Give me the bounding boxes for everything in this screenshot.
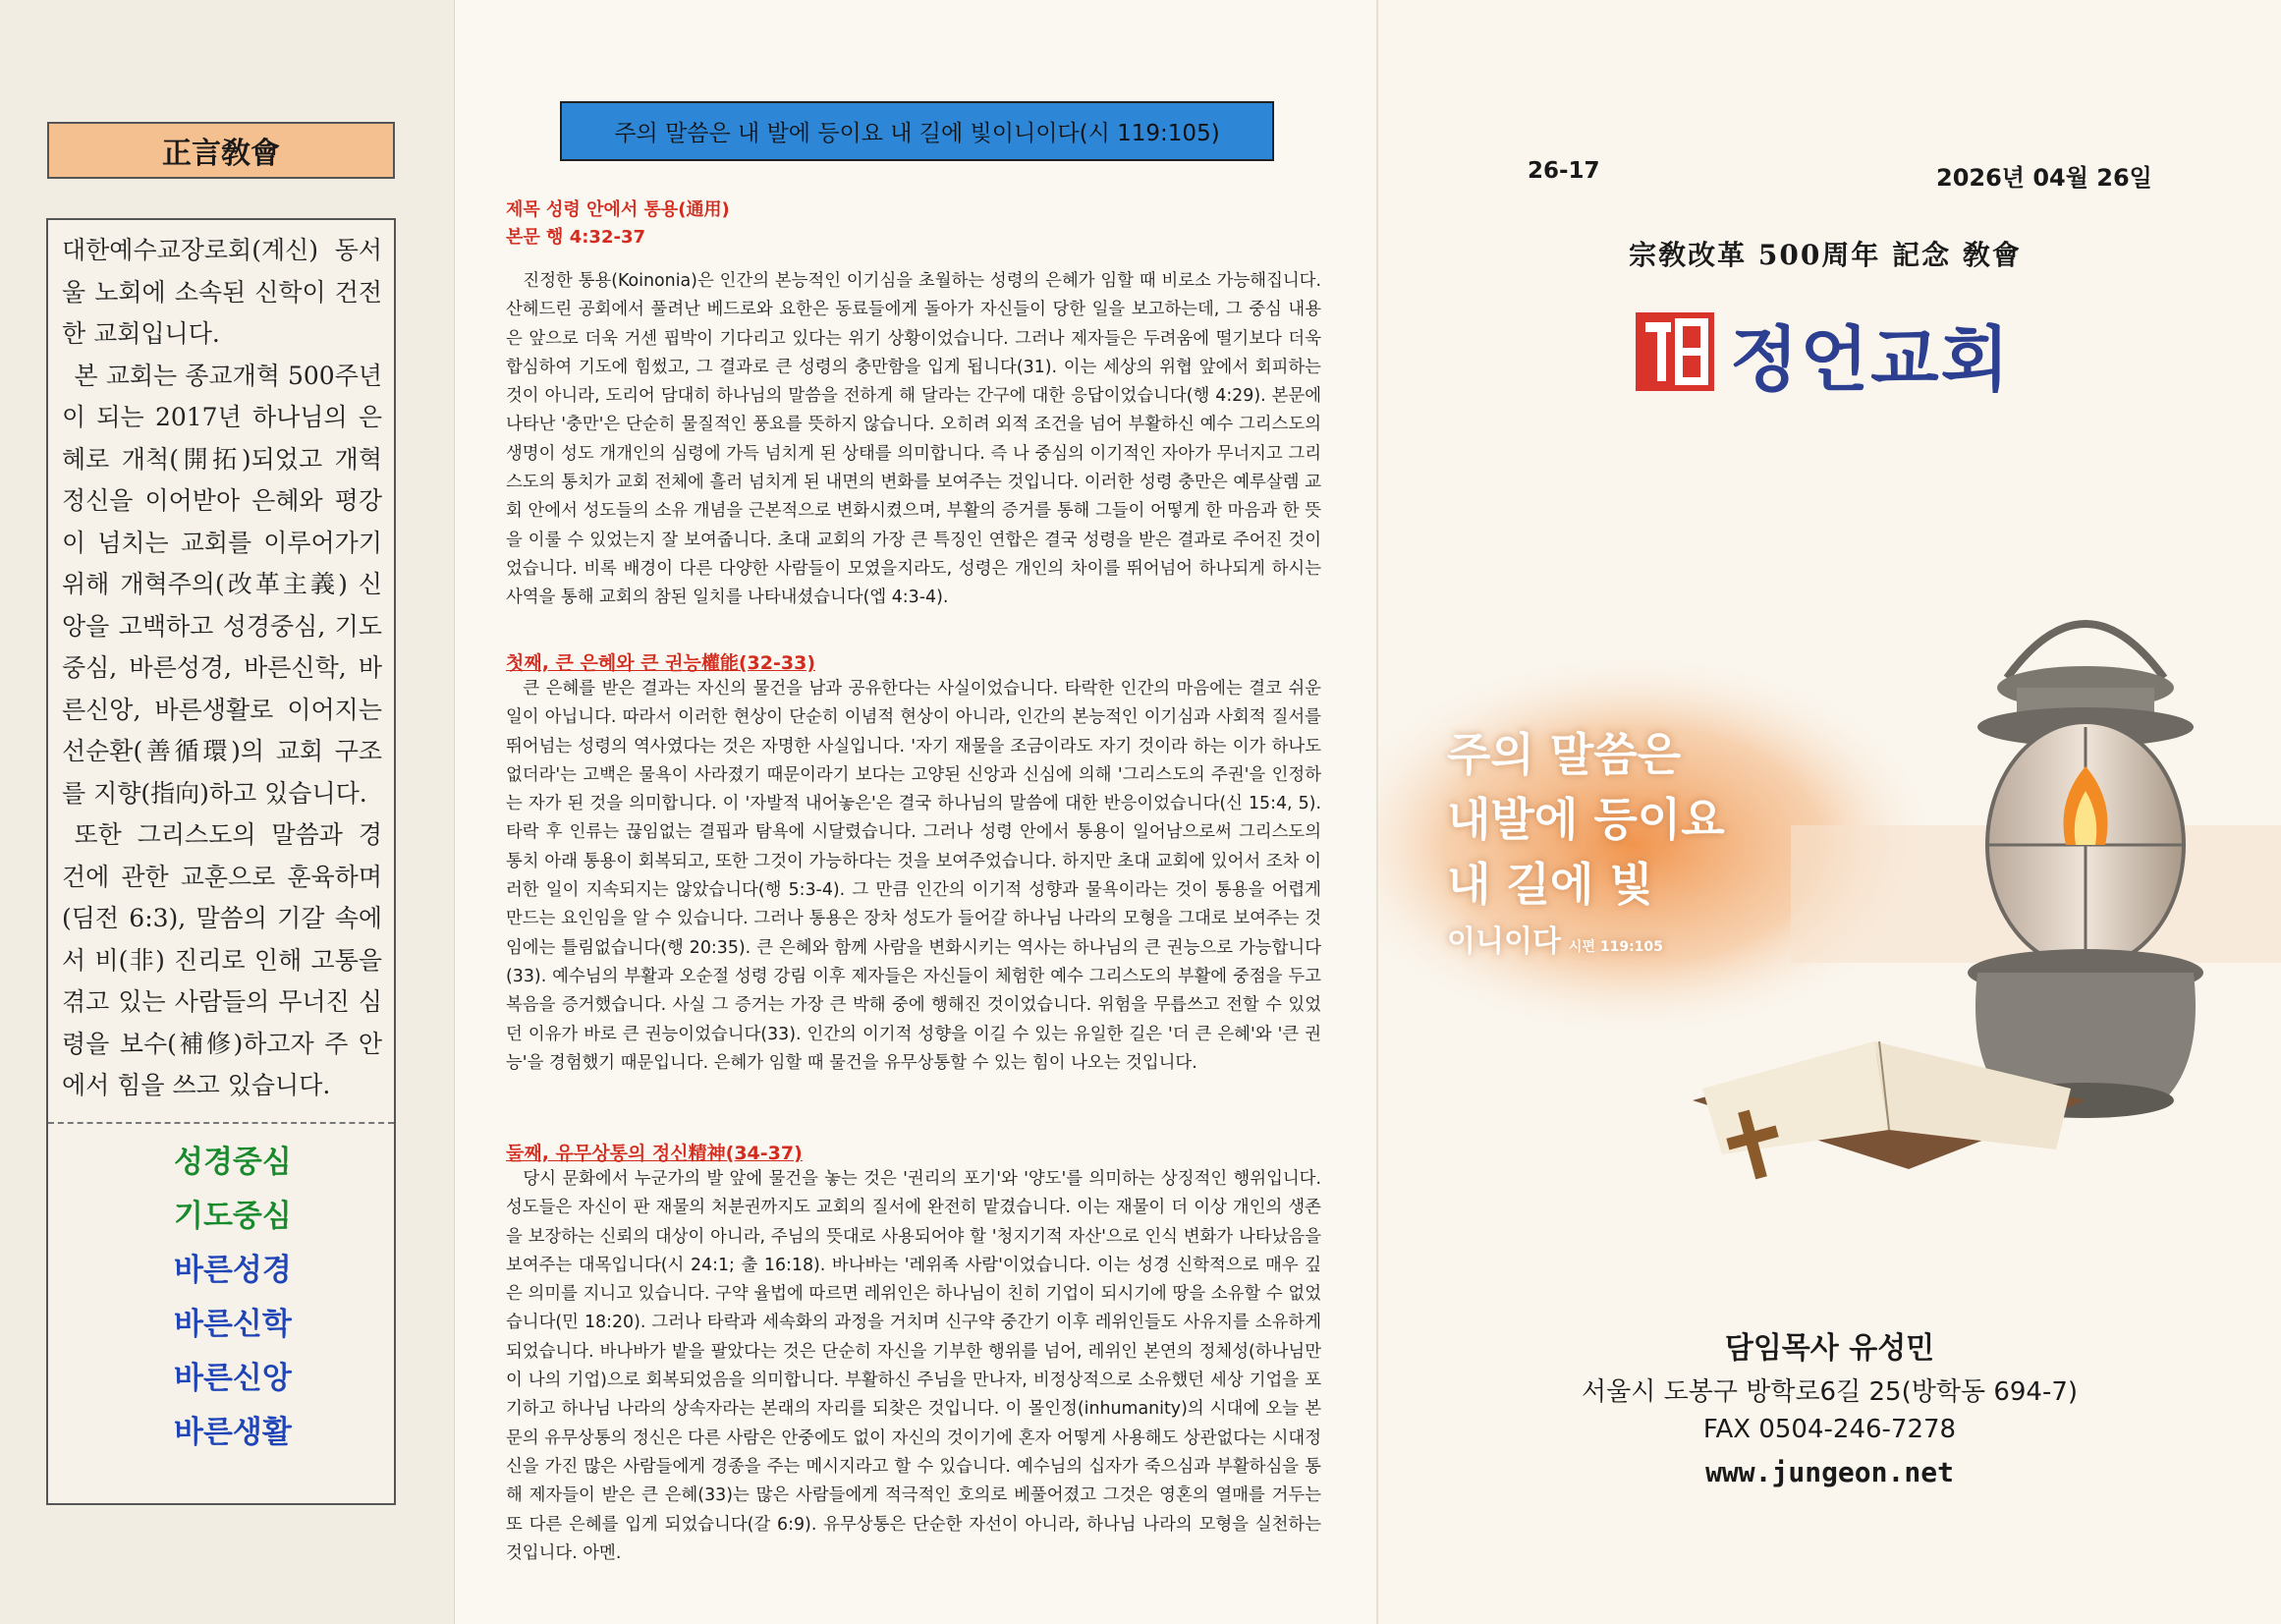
cover-panel: [1378, 0, 2281, 1624]
motto-list: [48, 1122, 394, 1460]
left-panel: [0, 0, 455, 1624]
intro-paragraph: 대한예수교장로회(계신) 동서울 노회에 소속된 신학이 건전한 교회입니다.: [62, 236, 382, 348]
section-body-2: 당시 문화에서 누군가의 발 앞에 물건을 놓는 것은 '권리의 포기'와 '양도'를 의미하는 상징적인 행위입니다. 성도들은 자신이 판 재물의 처분권까지도 교회의 질서에 완전히 맡겼습니다. 이는 재물이 더 이상 개인의 생존을 보장하는 신뢰의 대상이 아니라, 주님의 뜻대로 사용되어야 할 '청지기적 자산'으로 인식 변화가 나타났음을 보여주는 대목입니다(시 24:1; 출 16:18). 바나바는 '레위족 사람'이었습니다. 이는 성경 신학적으로 매우 깊은 의미를 지니고 있습니다. 구약 율법에 따르면 레위인은 하나님이 친히 기업이 되시기에 땅을 소유할 수 없었습니다(민 18:20). 그러나 타락과 세속화의 과정을 거치며 신구약 중간기 이후 레위인들도 사유지를 소유하게 되었습니다. 바나바가 밭을 팔았다는 것은 단순히 자신을 기부한 행위를 넘어, 레위인 본연의 정체성(하나님만이 나의 기업)으로 회복되었음을 의미합니다. 부활하신 주님을 만나자, 비정상적으로 소유했던 세상 기업을 포기하고 하나님 나라의 상속자라는 본래의 자리를 되찾은 것입니다. 이 몰인정(inhumanity)의 시대에 오늘 본문의 유무상통의 정신은 다른 사람은 안중에도 없이 자신의 것이기에 혼자 어떻게 사용해도 상관없다는 시대정신을 가진 많은 사람들에게 경종을 주는 메시지라고 할 수 있습니다. 예수님의 십자가 죽으심과 부활하심을 통해 제자들이 받은 큰 은혜(33)는 많은 사람들에게 적극적인 호의로 베풀어졌고 그것은 영혼의 열매를 거두는 또 다른 은혜를 입게 되었습니다(갈 6:9). 유무상통은 단순한 자선이 아니라, 하나님 나라의 모형을 실천하는 것입니다. 아멘.: [506, 1169, 1321, 1563]
website-link[interactable]: www.jungeon.net: [1705, 1456, 1954, 1488]
motto-item: 바른신앙: [174, 1361, 292, 1396]
verse-art-line: 주의 말씀은: [1447, 728, 1682, 781]
intro-paragraph: 본 교회는 종교개혁 500주년이 되는 2017년 하나님의 은혜로 개척(開拓)되었고 개혁정신을 이어받아 은혜와 평강이 넘치는 교회를 이루어가기 위해 개혁주의(改革主義) 신앙을 고백하고 성경중심, 기도중심, 바른성경, 바른신학, 바른신앙, 바른생활로 이어지는 선순환(善循環)의 교회 구조를 지향(指向)하고 있습니다.: [62, 361, 382, 808]
section-heading-1: 첫째, 큰 은혜와 큰 권능權能(32-33): [506, 652, 815, 674]
motto-item: 기도중심: [174, 1199, 292, 1234]
sermon-text-reference: 본문 행 4:32-37: [506, 227, 645, 248]
section-body-1: 큰 은혜를 받은 결과는 자신의 물건을 남과 공유한다는 사실이었습니다. 타락한 인간의 마음에는 결코 쉬운 일이 아닙니다. 따라서 이러한 현상이 단순히 이념적 현상이 아니라, 인간의 본능적인 이기심과 사회적 질서를 뛰어넘는 성령의 역사였다는 것은 자명한 사실입니다. '자기 재물을 조금이라도 자기 것이라 하는 이가 하나도 없더라'는 고백은 물욕이 사라졌기 때문이라기 보다는 고양된 신앙과 신심에 의해 '그리스도의 주권'을 인정하는 자가 된 것을 의미합니다. 이 '자발적 내어놓은'은 결국 하나님의 말씀에 대한 반응이었습니다(신 15:4, 5). 타락 후 인류는 끊임없는 결핍과 탐욕에 시달렸습니다. 그러나 성령 안에서 통용이 일어남으로써 그리스도의 통치 아래 통용이 회복되고, 또한 그것이 가능하다는 것을 보여주었습니다. 하지만 초대 교회에 있어서 조차 이러한 일이 지속되지는 않았습니다(행 5:3-4). 그 만큼 인간의 이기적 성향과 물욕이라는 것이 통용을 어렵게 만드는 요인임을 알 수 있습니다. 그러나 통용은 장차 성도가 들어갈 하나님 나라의 모형을 그대로 보여주는 것임에는 틀림없습니다(행 20:35). 큰 은혜와 함께 사람을 변화시키는 역사는 하나님의 큰 권능으로 가능합니다(33). 예수님의 부활과 오순절 성령 강림 이후 제자들은 자신들이 체험한 예수 그리스도의 부활에 중점을 두고 복음을 증거했습니다. 사실 그 증거는 가장 큰 박해 중에 행해진 것이었습니다. 위험을 무릅쓰고 전할 수 있었던 이유가 바로 큰 권능이었습니다(33). 인간의 이기적 성향을 이길 수 있는 유일한 길은 '더 큰 은혜'와 '큰 권능'을 경험했기 때문입니다. 은혜가 임할 때 물건을 유무상통할 수 있는 힘이 나오는 것입니다.: [506, 679, 1321, 1073]
anniversary-line: 宗敎改革 500周年 記念 敎會: [1629, 239, 2022, 271]
senior-pastor: 담임목사 유성민: [1724, 1331, 1935, 1366]
verse-banner: 주의 말씀은 내 발에 등이요 내 길에 빛이니이다(시 119:105): [560, 101, 1274, 161]
motto-item: 바른생활: [174, 1415, 292, 1450]
motto-item: 바른신학: [174, 1307, 292, 1342]
intro-paragraph: 또한 그리스도의 말씀과 경건에 관한 교훈으로 훈육하며(딤전 6:3), 말씀의 기갈 속에서 비(非) 진리로 인해 고통을 겪고 있는 사람들의 무너진 심령을 보수(補修)하고자 주 안에서 힘을 쓰고 있습니다.: [62, 820, 382, 1099]
verse-calligraphy: [1447, 722, 1771, 960]
motto-item: 바른성경: [174, 1253, 292, 1288]
issue-date: 2026년 04월 26일: [1936, 164, 2152, 192]
sermon-title: 제목 성령 안에서 통용(通用): [506, 199, 730, 220]
sermon-panel: [455, 0, 1378, 1624]
church-intro-box: [46, 218, 396, 1505]
verse-art-line: 내발에 등이요: [1447, 793, 1725, 846]
verse-art-line: 이니이다: [1447, 924, 1561, 959]
church-name-tab: 正言敎會: [47, 122, 395, 179]
verse-art-reference: 시편 119:105: [1568, 939, 1663, 955]
church-address: 서울시 도봉구 방학로6길 25(방학동 694-7): [1581, 1377, 2079, 1407]
sermon-intro-paragraph: 진정한 통용(Koinonia)은 인간의 본능적인 이기심을 초월하는 성령의 은혜가 임할 때 비로소 가능해집니다. 산헤드린 공회에서 풀려난 베드로와 요한은 동료들에게 돌아가 자신들이 당한 일을 보고하는데, 그 중심 내용은 앞으로 더욱 거센 핍박이 기다리고 있다는 위기 상황이었습니다. 그러나 제자들은 두려움에 떨기보다 더욱 합심하여 기도에 힘썼고, 그 결과로 큰 성령의 충만함을 입게 됩니다(31). 이는 세상의 위협 앞에서 회피하는 것이 아니라, 도리어 담대히 하나님의 말씀을 전하게 해 달라는 간구에 대한 응답이었습니다(행 4:29). 본문에 나타난 '충만'은 단순히 물질적인 풍요를 뜻하지 않습니다. 오히려 외적 조건을 넘어 부활하신 예수 그리스도의 생명이 성도 개개인의 심령에 가득 넘치게 된 상태를 의미합니다. 즉 나 중심의 이기적인 자아가 무너지고 그리스도의 통치가 교회 전체에 흘러 넘치게 된 내면의 변화를 보여주는 것입니다. 이러한 성령 충만은 예루살렘 교회 안에서 성도들의 소유 개념을 근본적으로 변화시켰으며, 부활의 증거를 통해 그들이 어떻게 한 마음과 한 뜻을 이룰 수 있었는지 잘 보여줍니다. 초대 교회의 가장 큰 특징인 연합은 결국 성령을 받은 결과로 주어진 것이었습니다. 비록 배경이 다른 다양한 사람들이 모였을지라도, 성령은 개인의 차이를 뛰어넘어 하나되게 하시는 사역을 통해 교회의 참된 일치를 나타내셨습니다(엡 4:3-4).: [506, 271, 1321, 608]
church-name-title: 정언교회: [1730, 318, 2012, 401]
motto-item: 성경중심: [174, 1145, 292, 1180]
verse-art-line: 내 길에 빛: [1447, 858, 1653, 911]
issue-number: 26-17: [1528, 158, 1600, 184]
church-logo-icon: [1636, 312, 1714, 391]
fax-number: FAX 0504-246-7278: [1702, 1415, 1957, 1444]
section-heading-2: 둘째, 유무상통의 정신精神(34-37): [506, 1143, 803, 1164]
church-intro-text: [62, 230, 382, 1107]
